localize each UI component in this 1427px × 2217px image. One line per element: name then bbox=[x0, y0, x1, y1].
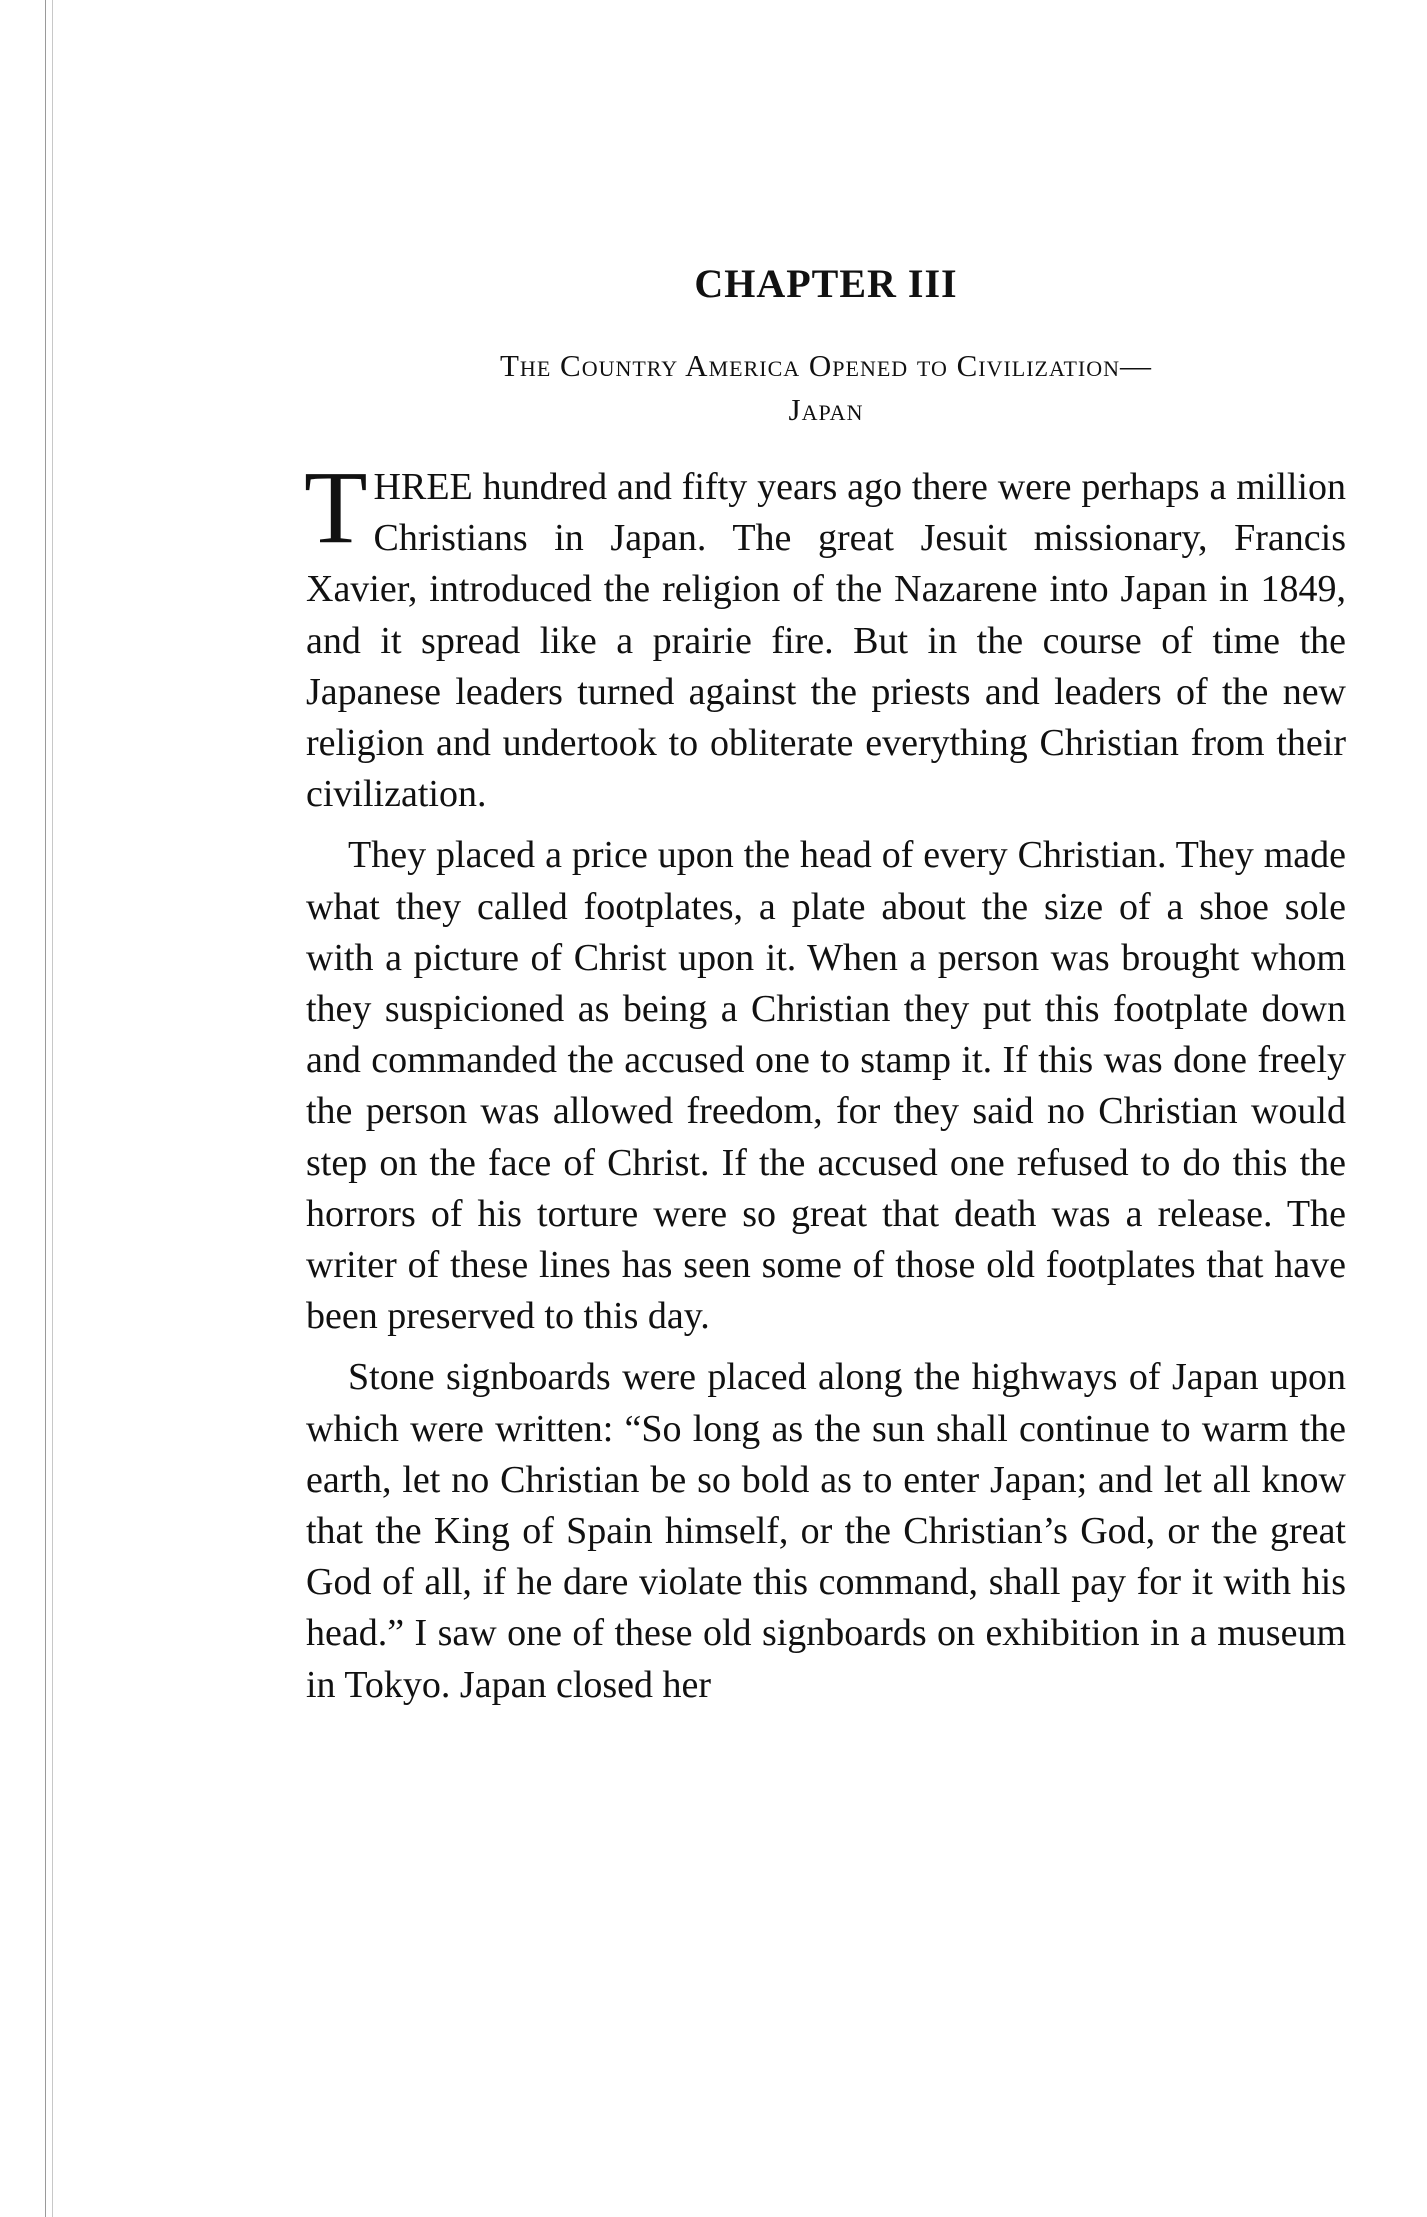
chapter-subtitle-line-2: Japan bbox=[788, 392, 864, 427]
chapter-subtitle bbox=[306, 344, 1346, 432]
paragraph-1 bbox=[304, 450, 1346, 820]
chapter-subtitle-line-1: The Country America Opened to Civilization— bbox=[500, 348, 1152, 383]
chapter-body bbox=[304, 450, 1346, 1711]
paragraph-3: Stone signboards were placed along the highways of Japan upon which were written: “So long as the sun shall continue to warm the earth, let no Christian be so bold as to enter Japan; and let all know that the King of Spain himself, or the Christian’s God, or the great God of all, if he dare violate this command, shall pay for it with his head.” I saw one of these old signboards on exhibition in a museum in Tokyo. Japan closed her bbox=[306, 1356, 1346, 1706]
chapter-title: CHAPTER III bbox=[694, 261, 958, 306]
page-edge-line bbox=[52, 0, 53, 2217]
book-page bbox=[306, 262, 1346, 1711]
paragraph-2: They placed a price upon the head of every Christian. They made what they called footplates, a plate about the size of a shoe sole with a picture of Christ upon it. When a person was brought whom they suspicioned as being a Christian they put this footplate down and commanded the accused one to stamp it. If this was done freely the person was allowed freedom, for they said no Christian would step on the face of Christ. If the accused one refused to do this the horrors of his torture were so great that death was a release. The writer of these lines has seen some of those old footplates that have been preserved to this day. bbox=[306, 834, 1346, 1338]
page-edge-line bbox=[45, 0, 46, 2217]
drop-cap: T bbox=[304, 450, 368, 565]
paragraph-1-text: HREE hundred and fifty years ago there were perhaps a million Christians in Japan. The great Jesuit missionary, Francis Xavier, introduced the religion of the Nazarene into Japan in 1849, and it spread like a prairie fire. But in the course of time the Japanese leaders turned against the priests and leaders of the new religion and undertook to obliterate everything Christian from their civilization. bbox=[306, 466, 1346, 816]
